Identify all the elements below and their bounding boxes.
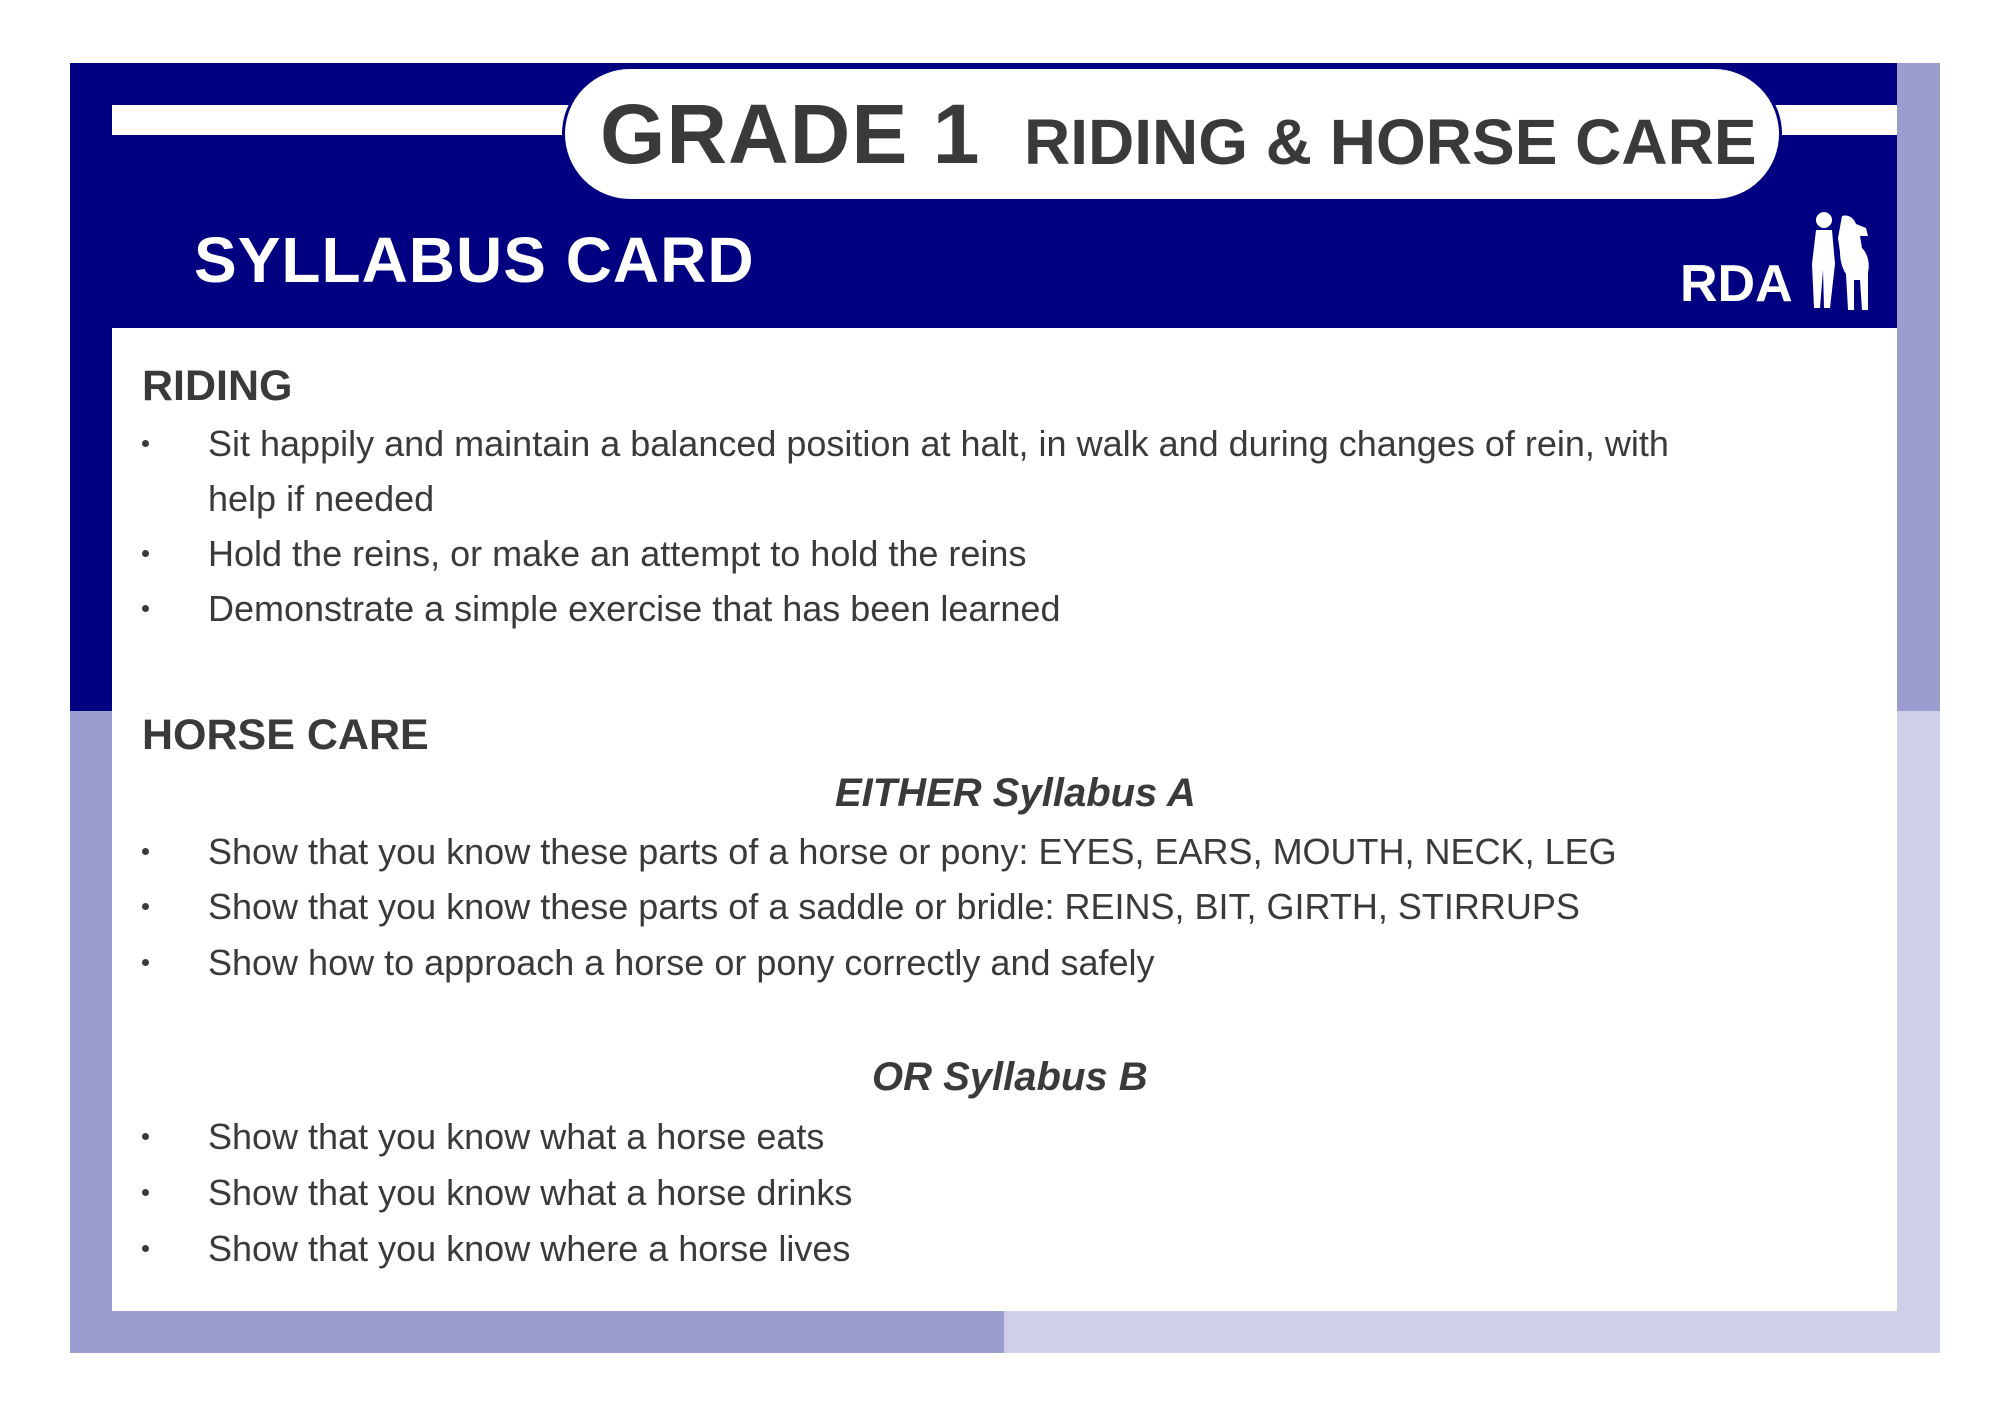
list-item <box>112 1221 1832 1277</box>
syllabus-a-heading: EITHER Syllabus A <box>835 771 1196 815</box>
bullet-icon <box>142 605 149 612</box>
content-panel <box>112 328 1897 1311</box>
rider-horse-icon <box>1808 208 1874 318</box>
header-right-stripe <box>1770 105 1897 135</box>
grade-title: GRADE 1 <box>600 87 981 181</box>
list-item <box>112 416 1832 472</box>
list-item-continuation: help if needed <box>208 478 435 519</box>
rda-logo-text: RDA <box>1680 255 1793 313</box>
list-item-text: Show that you know what a horse eats <box>208 1116 825 1157</box>
list-item-text: Show that you know these parts of a saddle or bridle: REINS, BIT, GIRTH, STIRRUPS <box>208 886 1580 927</box>
bullet-icon <box>142 1189 149 1196</box>
list-item <box>112 581 1832 637</box>
rda-logo <box>1680 208 1880 318</box>
list-item-text: Show that you know these parts of a horse or pony: EYES, EARS, MOUTH, NECK, LEG <box>208 831 1617 872</box>
list-item <box>112 1109 1832 1165</box>
list-item-text: Sit happily and maintain a balanced position at halt, in walk and during changes of rein, with <box>208 423 1669 464</box>
list-item <box>112 1165 1832 1221</box>
bullet-icon <box>142 1245 149 1252</box>
bullet-icon <box>142 848 149 855</box>
bullet-icon <box>142 959 149 966</box>
section-heading-horse-care: HORSE CARE <box>142 711 429 759</box>
list-item-text: Show that you know where a horse lives <box>208 1228 851 1269</box>
list-item <box>112 879 1832 935</box>
list-item <box>112 824 1832 880</box>
section-heading-riding: RIDING <box>142 362 293 410</box>
syllabus-b-heading: OR Syllabus B <box>872 1055 1148 1099</box>
syllabus-card-label: SYLLABUS CARD <box>194 224 755 296</box>
list-item-text: Demonstrate a simple exercise that has been learned <box>208 588 1061 629</box>
bullet-icon <box>142 1133 149 1140</box>
header-left-stripe <box>112 105 578 135</box>
list-item-text: Show that you know what a horse drinks <box>208 1172 853 1213</box>
list-item-text: Hold the reins, or make an attempt to hold the reins <box>208 533 1027 574</box>
bullet-icon <box>142 550 149 557</box>
list-item <box>112 526 1832 582</box>
card-subtitle: RIDING & HORSE CARE <box>1024 106 1757 178</box>
list-item-text: Show how to approach a horse or pony correctly and safely <box>208 942 1155 983</box>
list-item <box>112 935 1832 991</box>
bullet-icon <box>142 440 149 447</box>
bullet-icon <box>142 903 149 910</box>
